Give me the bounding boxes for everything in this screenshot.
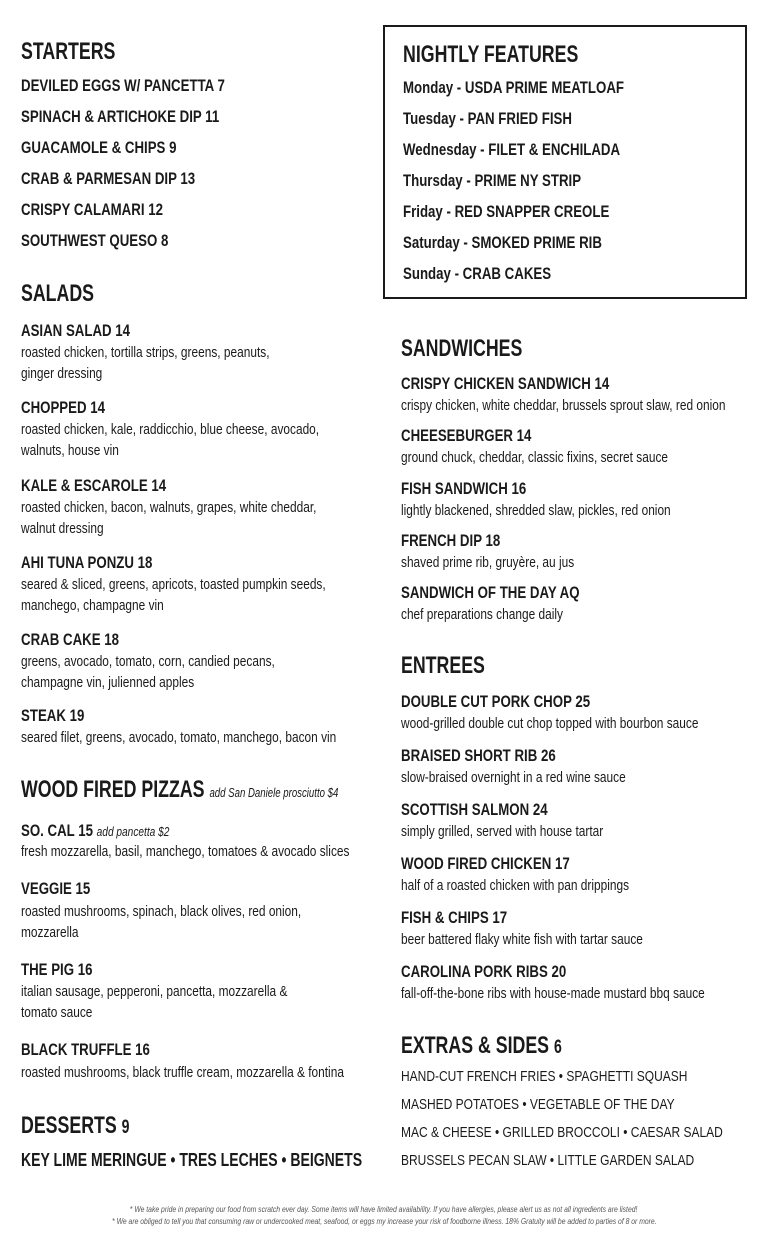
salad-item-desc: walnut dressing bbox=[21, 521, 104, 537]
pizza-item-name: BLACK TRUFFLE 16 bbox=[21, 1040, 150, 1059]
salad-item-desc: roasted chicken, tortilla strips, greens, peanuts, bbox=[21, 345, 270, 361]
pizzas-note: add San Daniele prosciutto $4 bbox=[209, 785, 339, 800]
pizza-item-name: VEGGIE 15 bbox=[21, 879, 91, 898]
entree-item-name: DOUBLE CUT PORK CHOP 25 bbox=[401, 692, 591, 711]
sandwiches-heading: SANDWICHES bbox=[401, 335, 523, 362]
sides-line: MAC & CHEESE • GRILLED BROCCOLI • CAESAR SALAD bbox=[401, 1124, 723, 1141]
salad-item-desc: seared filet, greens, avocado, tomato, manchego, bacon vin bbox=[21, 730, 337, 746]
sides-line: MASHED POTATOES • VEGETABLE OF THE DAY bbox=[401, 1096, 675, 1113]
sandwich-item-name: CRISPY CHICKEN SANDWICH 14 bbox=[401, 374, 610, 393]
starter-item: SOUTHWEST QUESO 8 bbox=[21, 231, 169, 250]
salad-item-desc: champagne vin, julienned apples bbox=[21, 675, 195, 691]
salad-item-desc: roasted chicken, bacon, walnuts, grapes, white cheddar, bbox=[21, 500, 317, 516]
salad-item-name: CHOPPED 14 bbox=[21, 398, 106, 417]
sandwich-item-desc: lightly blackened, shredded slaw, pickles, red onion bbox=[401, 503, 671, 519]
feature-item: Saturday - SMOKED PRIME RIB bbox=[403, 233, 602, 252]
feature-item: Tuesday - PAN FRIED FISH bbox=[403, 109, 572, 128]
feature-item: Sunday - CRAB CAKES bbox=[403, 264, 552, 283]
starters-heading: STARTERS bbox=[21, 38, 116, 65]
sandwich-item-name: FISH SANDWICH 16 bbox=[401, 479, 527, 498]
feature-item: Thursday - PRIME NY STRIP bbox=[403, 171, 582, 190]
sandwich-item-name: SANDWICH OF THE DAY AQ bbox=[401, 583, 580, 602]
entree-item-name: WOOD FIRED CHICKEN 17 bbox=[401, 854, 570, 873]
footer-note: * We take pride in preparing our food from scratch ever day. Some items will have limited availability. If you have allergies, please alert us as not all ingredients are listed! bbox=[130, 1205, 638, 1214]
pizza-item-desc: fresh mozzarella, basil, manchego, tomatoes & avocado slices bbox=[21, 844, 350, 860]
sandwich-item-name: FRENCH DIP 18 bbox=[401, 531, 501, 550]
entree-item-desc: wood-grilled double cut chop topped with bourbon sauce bbox=[401, 716, 699, 732]
pizza-item-name: THE PIG 16 bbox=[21, 960, 93, 979]
pizza-item-desc: italian sausage, pepperoni, pancetta, mozzarella & bbox=[21, 984, 288, 1000]
sandwich-item-desc: shaved prime rib, gruyère, au jus bbox=[401, 555, 575, 571]
entree-item-name: BRAISED SHORT RIB 26 bbox=[401, 746, 556, 765]
starter-item: CRAB & PARMESAN DIP 13 bbox=[21, 169, 196, 188]
sides-line: BRUSSELS PECAN SLAW • LITTLE GARDEN SALAD bbox=[401, 1152, 695, 1169]
pizzas-heading: WOOD FIRED PIZZAS add San Daniele prosciutto $4 bbox=[21, 776, 339, 803]
desserts-heading: DESSERTS 9 bbox=[21, 1112, 130, 1139]
sides-line: HAND-CUT FRENCH FRIES • SPAGHETTI SQUASH bbox=[401, 1068, 688, 1085]
entree-item-name: CAROLINA PORK RIBS 20 bbox=[401, 962, 567, 981]
starter-item: CRISPY CALAMARI 12 bbox=[21, 200, 163, 219]
pizza-item-desc: tomato sauce bbox=[21, 1005, 93, 1021]
entree-item-desc: slow-braised overnight in a red wine sauce bbox=[401, 770, 626, 786]
starter-item: GUACAMOLE & CHIPS 9 bbox=[21, 138, 177, 157]
desserts-price: 9 bbox=[121, 1117, 130, 1138]
salad-item-name: ASIAN SALAD 14 bbox=[21, 321, 131, 340]
salad-item-desc: greens, avocado, tomato, corn, candied pecans, bbox=[21, 654, 275, 670]
salad-item-name: STEAK 19 bbox=[21, 706, 85, 725]
entree-item-name: FISH & CHIPS 17 bbox=[401, 908, 508, 927]
feature-item: Wednesday - FILET & ENCHILADA bbox=[403, 140, 621, 159]
sandwich-item-desc: ground chuck, cheddar, classic fixins, secret sauce bbox=[401, 450, 668, 466]
sides-price: 6 bbox=[553, 1037, 562, 1058]
entree-item-desc: simply grilled, served with house tartar bbox=[401, 824, 604, 840]
entree-item-name: SCOTTISH SALMON 24 bbox=[401, 800, 548, 819]
nightly-features-box bbox=[383, 25, 747, 299]
footer-note: * We are obliged to tell you that consuming raw or undercooked meat, seafood, or eggs my increase your risk of foodborne illness. 18% Gratuity will be added to parties of 8 or more. bbox=[111, 1217, 657, 1226]
salad-item-name: CRAB CAKE 18 bbox=[21, 630, 119, 649]
sides-heading: EXTRAS & SIDES 6 bbox=[401, 1032, 562, 1059]
entrees-heading: ENTREES bbox=[401, 652, 485, 679]
salad-item-desc: ginger dressing bbox=[21, 366, 103, 382]
salad-item-desc: roasted chicken, kale, raddicchio, blue cheese, avocado, bbox=[21, 422, 320, 438]
features-heading: NIGHTLY FEATURES bbox=[403, 41, 579, 68]
pizza-item-desc: mozzarella bbox=[21, 925, 79, 941]
salad-item-name: KALE & ESCAROLE 14 bbox=[21, 476, 167, 495]
feature-item: Friday - RED SNAPPER CREOLE bbox=[403, 202, 610, 221]
sandwich-item-desc: crispy chicken, white cheddar, brussels sprout slaw, red onion bbox=[401, 398, 726, 414]
salad-item-desc: seared & sliced, greens, apricots, toasted pumpkin seeds, bbox=[21, 577, 326, 593]
starter-item: SPINACH & ARTICHOKE DIP 11 bbox=[21, 107, 220, 126]
salad-item-desc: manchego, champagne vin bbox=[21, 598, 164, 614]
sandwich-item-name: CHEESEBURGER 14 bbox=[401, 426, 532, 445]
pizza-item-desc: roasted mushrooms, black truffle cream, mozzarella & fontina bbox=[21, 1065, 344, 1081]
starter-item: DEVILED EGGS W/ PANCETTA 7 bbox=[21, 76, 225, 95]
sandwich-item-desc: chef preparations change daily bbox=[401, 607, 563, 623]
pizza-item-desc: roasted mushrooms, spinach, black olives, red onion, bbox=[21, 904, 302, 920]
entree-item-desc: beer battered flaky white fish with tartar sauce bbox=[401, 932, 643, 948]
entree-item-desc: fall-off-the-bone ribs with house-made mustard bbq sauce bbox=[401, 986, 705, 1002]
salad-item-desc: walnuts, house vin bbox=[21, 443, 119, 459]
desserts-items: KEY LIME MERINGUE • TRES LECHES • BEIGNETS bbox=[21, 1150, 363, 1170]
feature-item: Monday - USDA PRIME MEATLOAF bbox=[403, 78, 624, 97]
pizza-item-name: SO. CAL 15 add pancetta $2 bbox=[21, 821, 170, 840]
salad-item-name: AHI TUNA PONZU 18 bbox=[21, 553, 153, 572]
pizza-item-note: add pancetta $2 bbox=[96, 824, 170, 839]
salads-heading: SALADS bbox=[21, 280, 95, 307]
entree-item-desc: half of a roasted chicken with pan drippings bbox=[401, 878, 630, 894]
